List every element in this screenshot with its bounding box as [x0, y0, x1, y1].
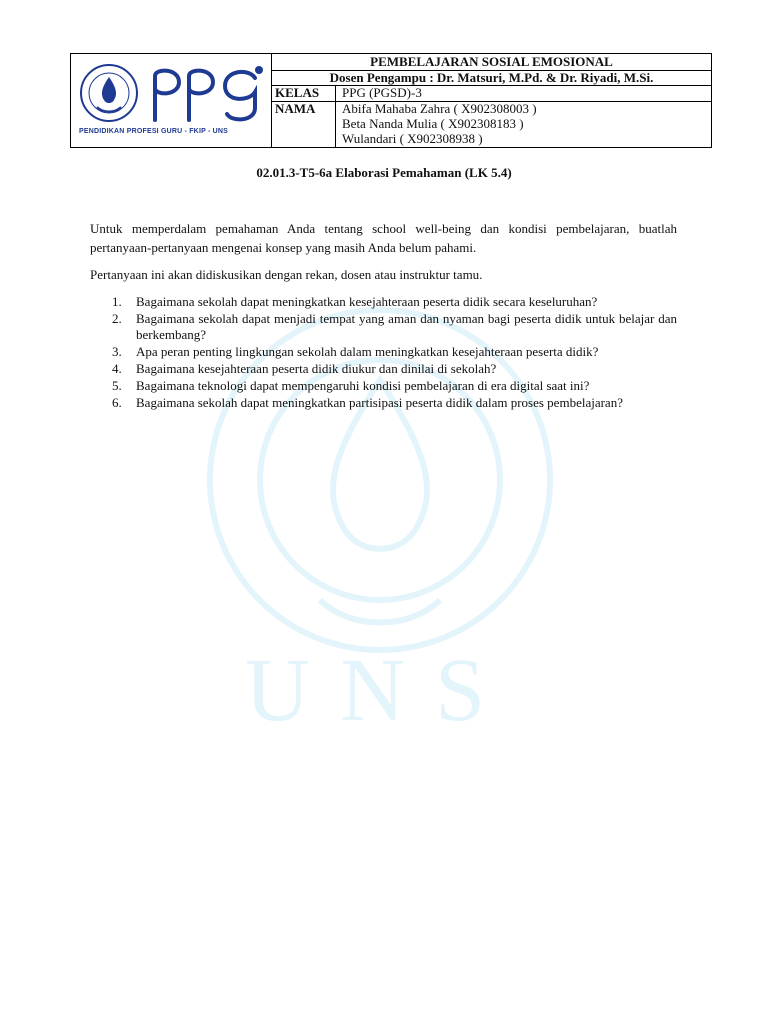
nama-label: NAMA	[272, 102, 336, 147]
question-number: 6.	[112, 395, 122, 410]
discussion-paragraph: Pertanyaan ini akan didiskusikan dengan rekan, dosen atau instruktur tamu.	[90, 267, 483, 282]
list-item	[90, 378, 677, 394]
kelas-row	[272, 86, 711, 102]
list-item	[90, 294, 677, 310]
intro-paragraph: Untuk memperdalam pemahaman Anda tentang school well-being dan kondisi pembelajaran, buatlah pertanyaan-pertanyaan mengenai konsep yang masih Anda belum pahami.	[90, 221, 677, 255]
logo-caption: PENDIDIKAN PROFESI GURU - FKIP - UNS	[79, 128, 229, 135]
uns-emblem-icon	[79, 63, 139, 123]
list-item	[90, 344, 677, 360]
student-name: Abifa Mahaba Zahra ( X902308003 )	[342, 101, 537, 117]
document-title: 02.01.3-T5-6a Elaborasi Pemahaman (LK 5.4)	[256, 165, 512, 180]
info-cell	[272, 54, 711, 147]
course-title: PEMBELAJARAN SOSIAL EMOSIONAL	[272, 54, 711, 71]
list-item	[90, 361, 677, 377]
question-number: 4.	[112, 361, 122, 376]
watermark-text: UNS	[244, 641, 516, 740]
student-name: Wulandari ( X902308938 )	[342, 131, 483, 147]
logo-cell	[71, 54, 272, 147]
kelas-value: PPG (PGSD)-3	[342, 85, 422, 101]
student-name: Beta Nanda Mulia ( X902308183 )	[342, 116, 524, 132]
question-number: 1.	[112, 294, 122, 309]
question-number: 3.	[112, 344, 122, 359]
question-text: Bagaimana sekolah dapat meningkatkan kesejahteraan peserta didik secara keseluruhan?	[136, 294, 598, 309]
ppg-logo-icon	[149, 62, 267, 124]
list-item	[90, 395, 677, 411]
names-list	[336, 102, 711, 147]
question-text: Bagaimana teknologi dapat mempengaruhi kondisi pembelajaran di era digital saat ini?	[136, 378, 590, 393]
lecturer-line: Dosen Pengampu : Dr. Matsuri, M.Pd. & Dr. Riyadi, M.Si.	[272, 71, 711, 87]
question-text: Apa peran penting lingkungan sekolah dalam meningkatkan kesejahteraan peserta didik?	[136, 344, 599, 359]
question-number: 2.	[112, 311, 122, 326]
kelas-label: KELAS	[272, 86, 336, 101]
nama-row	[272, 102, 711, 147]
list-item	[90, 311, 677, 343]
question-text: Bagaimana kesejahteraan peserta didik diukur dan dinilai di sekolah?	[136, 361, 497, 376]
question-text: Bagaimana sekolah dapat meningkatkan partisipasi peserta didik dalam proses pembelajaran?	[136, 395, 623, 410]
header-table	[70, 53, 712, 148]
question-number: 5.	[112, 378, 122, 393]
question-text: Bagaimana sekolah dapat menjadi tempat yang aman dan nyaman bagi peserta didik untuk belajar dan berkembang?	[136, 311, 677, 342]
question-list	[90, 294, 677, 412]
